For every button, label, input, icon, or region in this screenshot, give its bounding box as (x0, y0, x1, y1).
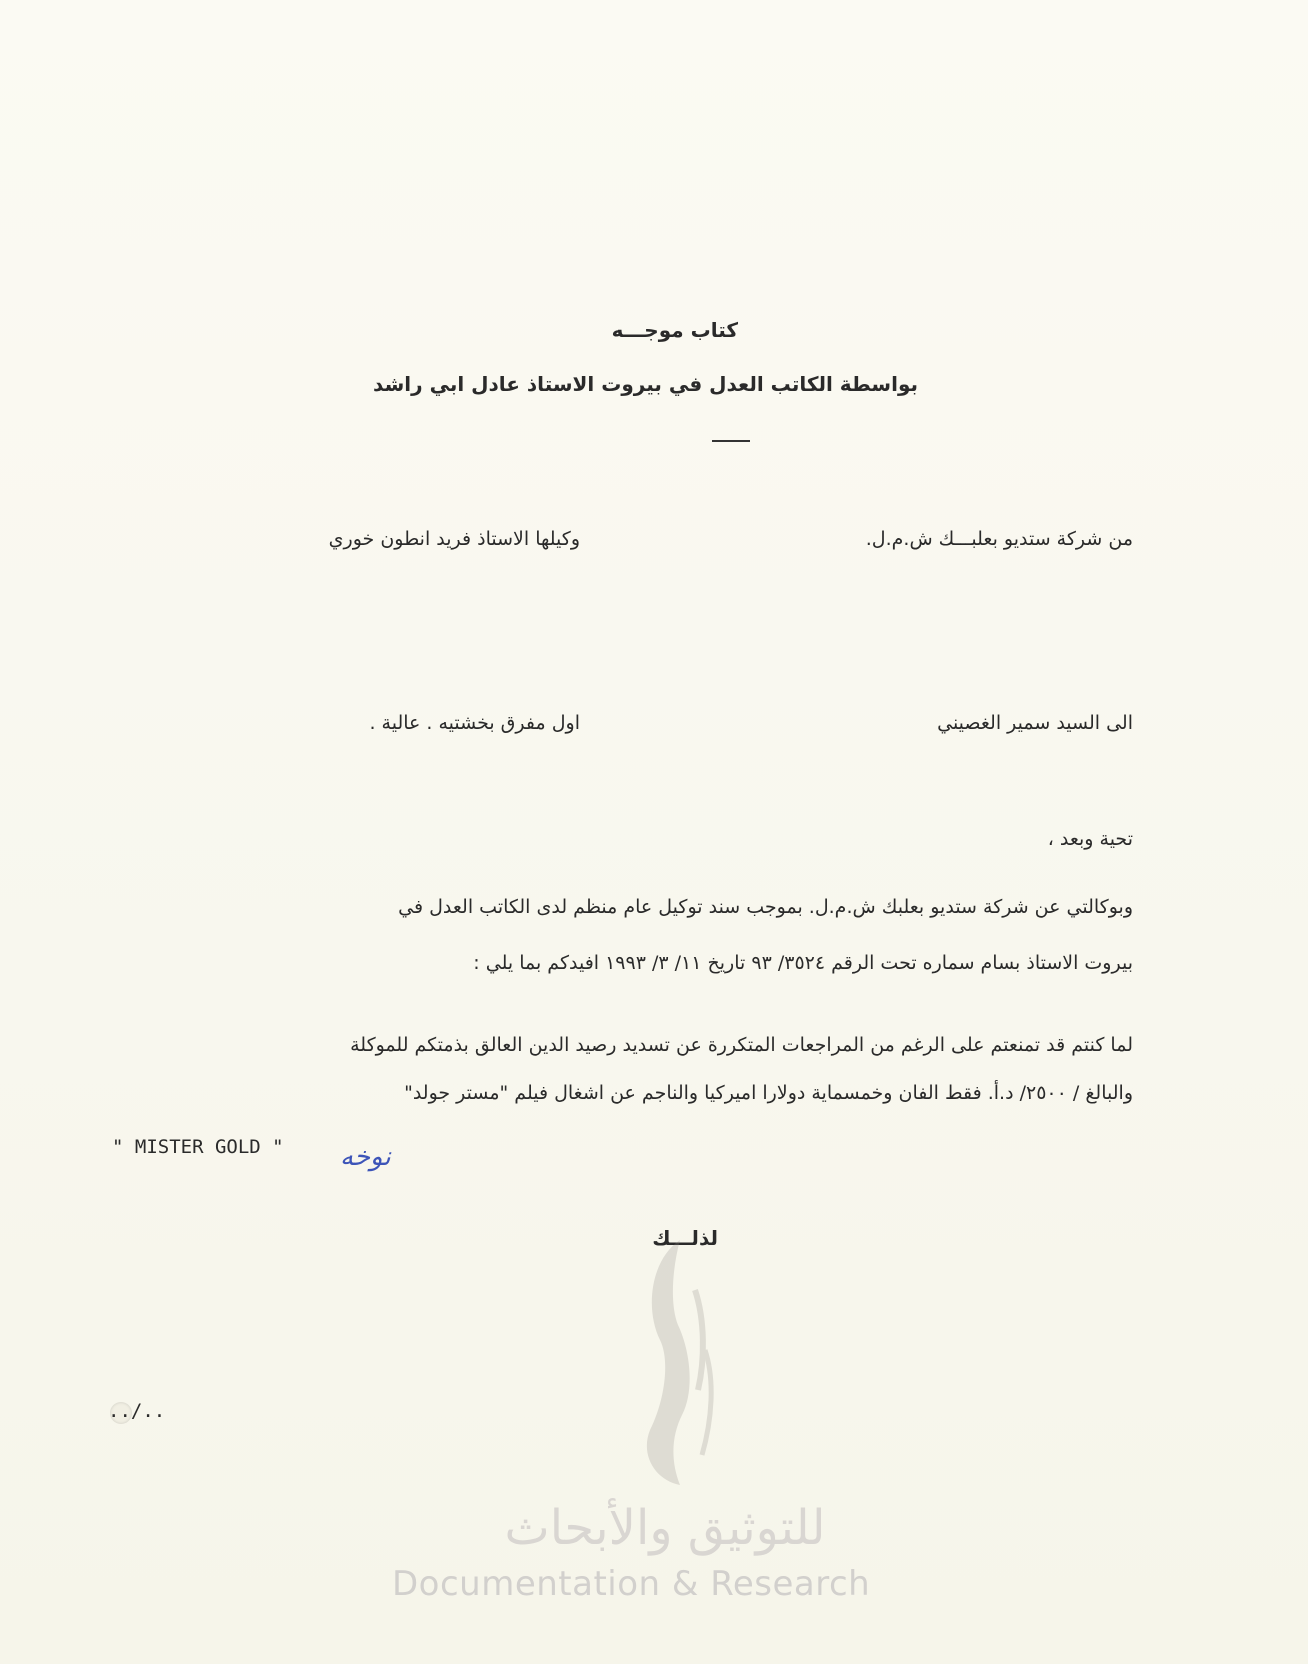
watermark-english: Documentation & Research (392, 1564, 871, 1604)
film-title-latin: " MISTER GOLD " (112, 1136, 284, 1158)
sender-agent: وكيلها الاستاذ فريد انطون خوري (328, 528, 580, 550)
letter-subtitle: بواسطة الكاتب العدل في بيروت الاستاذ عادل ابي راشد (373, 372, 918, 396)
title-divider (712, 440, 750, 442)
watermark-arabic: للتوثيق والأبحاث (504, 1500, 826, 1556)
watermark-logo-icon (610, 1230, 730, 1490)
paragraph-1-line-2: بيروت الاستاذ بسام سماره تحت الرقم ٣٥٢٤/ ٩٣ تاريخ ١١/ ٣/ ١٩٩٣ افيدكم بما يلي : (473, 952, 1133, 974)
greeting: تحية وبعد ، (1047, 828, 1133, 850)
paragraph-2-line-1: لما كنتم قد تمنعتم على الرغم من المراجعات المتكررة عن تسديد رصيد الدين العالق بذمتكم للموكلة (350, 1034, 1133, 1056)
paragraph-1-line-1: وبوكالتي عن شركة ستديو بعلبك ش.م.ل. بموجب سند توكيل عام منظم لدى الكاتب العدل في (398, 896, 1133, 918)
page-continuation-mark: ../.. (108, 1400, 166, 1422)
sender-line: من شركة ستديو بعلبـــك ش.م.ل. (865, 528, 1133, 550)
handwritten-note: نوخه (340, 1142, 391, 1172)
letter-title: كتاب موجـــه (611, 318, 738, 342)
recipient-address: اول مفرق بخشتيه . عالية . (369, 712, 580, 734)
recipient-line: الى السيد سمير الغصيني (937, 712, 1133, 734)
paragraph-2-line-2: والبالغ / ٢٥٠٠/ د.أ. فقط الفان وخمسماية دولارا اميركيا والناجم عن اشغال فيلم "مستر جولد" (404, 1082, 1133, 1104)
conclusion-heading: لذلـــك (652, 1226, 718, 1250)
